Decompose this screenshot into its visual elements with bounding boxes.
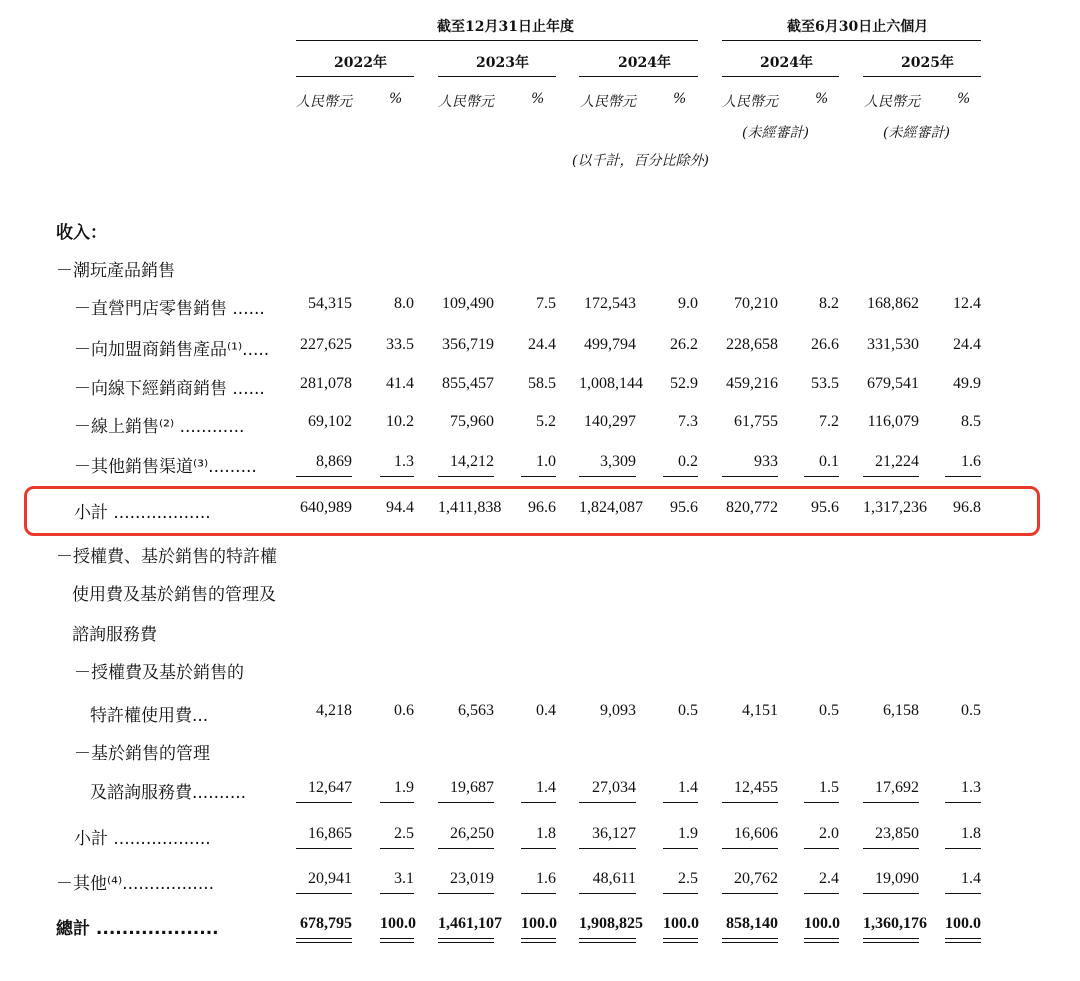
row-label: 及諮詢服務費.......... — [90, 783, 247, 803]
cell-amount: 75,960 — [450, 413, 494, 430]
cell-percent: 49.9 — [953, 375, 981, 392]
cell-percent: 12.4 — [953, 295, 981, 312]
cell-amount: 16,606 — [734, 825, 778, 842]
cell-percent: 94.4 — [386, 499, 414, 516]
cell-amount: 858,140 — [726, 915, 778, 932]
cell-amount: 70,210 — [734, 295, 778, 312]
row-label: －其他⁽⁴⁾................. — [56, 874, 215, 894]
cell-amount: 17,692 — [875, 779, 919, 796]
cell-underline — [722, 938, 778, 939]
cell-percent: 96.6 — [528, 499, 556, 516]
cell-underline — [521, 802, 556, 803]
cell-amount: 4,151 — [742, 702, 778, 719]
cell-amount: 933 — [754, 453, 778, 470]
cell-underline — [945, 476, 981, 477]
cell-amount: 61,755 — [734, 413, 778, 430]
cell-percent: 1.0 — [536, 453, 556, 470]
cell-percent: 100.0 — [380, 915, 416, 932]
cell-amount: 19,687 — [450, 779, 494, 796]
header-year-rule — [438, 76, 556, 77]
cell-underline — [663, 802, 698, 803]
cell-percent: 0.1 — [819, 453, 839, 470]
row-label: 諮詢服務費 — [72, 625, 157, 645]
cell-percent: 33.5 — [386, 336, 414, 353]
cell-underline-double — [863, 942, 919, 943]
row-label: －授權費及基於銷售的 — [74, 663, 244, 683]
cell-underline — [579, 476, 636, 477]
row-label: 使用費及基於銷售的管理及 — [72, 585, 276, 605]
row-label: －線上銷售⁽²⁾ ............ — [74, 417, 245, 437]
cell-percent: 8.0 — [394, 295, 414, 312]
cell-underline — [438, 848, 494, 849]
unit-pct: % — [957, 91, 971, 107]
cell-amount: 116,079 — [867, 413, 919, 430]
header-year-rule — [296, 76, 414, 77]
cell-amount: 20,941 — [308, 870, 352, 887]
cell-percent: 2.4 — [819, 870, 839, 887]
cell-underline — [863, 893, 919, 894]
cell-underline-double — [722, 942, 778, 943]
cell-percent: 26.2 — [670, 336, 698, 353]
header-year: 2024年 — [760, 55, 813, 71]
cell-underline — [579, 893, 636, 894]
cell-percent: 10.2 — [386, 413, 414, 430]
cell-underline — [945, 893, 981, 894]
cell-percent: 1.8 — [961, 825, 981, 842]
cell-percent: 100.0 — [663, 915, 699, 932]
cell-amount: 140,297 — [584, 413, 636, 430]
cell-percent: 0.2 — [678, 453, 698, 470]
cell-percent: 0.5 — [678, 702, 698, 719]
cell-percent: 7.2 — [819, 413, 839, 430]
cell-amount: 331,530 — [867, 336, 919, 353]
cell-percent: 1.4 — [536, 779, 556, 796]
cell-underline — [804, 802, 839, 803]
cell-underline-double — [945, 942, 981, 943]
row-label: 小計 .................. — [74, 829, 211, 849]
cell-underline — [722, 848, 778, 849]
header-year: 2023年 — [476, 55, 529, 71]
cell-underline — [380, 893, 414, 894]
header-group-annual: 截至12月31日止年度 — [437, 19, 574, 35]
cell-underline — [945, 938, 981, 939]
cell-underline — [863, 802, 919, 803]
cell-percent: 7.5 — [536, 295, 556, 312]
cell-percent: 53.5 — [811, 375, 839, 392]
cell-amount: 227,625 — [300, 336, 352, 353]
thousands-note: (以千計，百分比除外) — [572, 153, 709, 169]
cell-percent: 3.1 — [394, 870, 414, 887]
header-year: 2024年 — [618, 55, 671, 71]
cell-percent: 1.9 — [394, 779, 414, 796]
cell-percent: 9.0 — [678, 295, 698, 312]
cell-amount: 12,455 — [734, 779, 778, 796]
unit-rmb: 人民幣元 — [864, 94, 920, 110]
subtotal-highlight — [24, 486, 1040, 536]
unit-pct: % — [673, 91, 687, 107]
cell-amount: 26,250 — [450, 825, 494, 842]
cell-underline — [945, 802, 981, 803]
cell-underline — [380, 848, 414, 849]
cell-underline — [804, 938, 839, 939]
row-label: 收入： — [56, 223, 107, 243]
cell-percent: 8.2 — [819, 295, 839, 312]
unit-pct: % — [815, 91, 829, 107]
cell-amount: 12,647 — [308, 779, 352, 796]
cell-amount: 109,490 — [442, 295, 494, 312]
cell-amount: 21,224 — [875, 453, 919, 470]
cell-underline — [579, 938, 636, 939]
unit-pct: % — [531, 91, 545, 107]
cell-underline — [804, 893, 839, 894]
cell-underline-double — [521, 942, 556, 943]
cell-percent: 0.6 — [394, 702, 414, 719]
header-year: 2022年 — [334, 55, 387, 71]
cell-percent: 95.6 — [811, 499, 839, 516]
cell-amount: 679,541 — [867, 375, 919, 392]
cell-amount: 1,411,838 — [438, 499, 502, 516]
cell-underline — [579, 848, 636, 849]
cell-percent: 58.5 — [528, 375, 556, 392]
cell-amount: 23,850 — [875, 825, 919, 842]
cell-amount: 69,102 — [308, 413, 352, 430]
cell-amount: 36,127 — [592, 825, 636, 842]
cell-underline — [380, 938, 414, 939]
cell-amount: 54,315 — [308, 295, 352, 312]
cell-amount: 1,008,144 — [579, 375, 643, 392]
cell-amount: 855,457 — [442, 375, 494, 392]
cell-underline — [804, 848, 839, 849]
cell-amount: 20,762 — [734, 870, 778, 887]
cell-percent: 100.0 — [945, 915, 981, 932]
row-label: －潮玩產品銷售 — [56, 261, 175, 281]
cell-underline — [296, 476, 352, 477]
cell-underline-double — [579, 942, 636, 943]
cell-percent: 1.6 — [536, 870, 556, 887]
header-group-annual-rule — [296, 40, 698, 41]
cell-amount: 9,093 — [600, 702, 636, 719]
cell-percent: 1.3 — [961, 779, 981, 796]
cell-percent: 26.6 — [811, 336, 839, 353]
cell-amount: 1,824,087 — [579, 499, 643, 516]
header-year-rule — [579, 76, 698, 77]
cell-underline — [663, 893, 698, 894]
cell-amount: 356,719 — [442, 336, 494, 353]
cell-underline — [722, 802, 778, 803]
row-label: 特許權使用費... — [90, 706, 209, 726]
unit-pct: % — [389, 91, 403, 107]
row-label: －向線下經銷商銷售 ...... — [74, 379, 265, 399]
cell-amount: 1,317,236 — [863, 499, 927, 516]
unit-rmb: 人民幣元 — [580, 94, 636, 110]
unaudited-note: (未經審計) — [742, 125, 809, 141]
cell-underline — [521, 848, 556, 849]
cell-underline — [722, 476, 778, 477]
cell-amount: 168,862 — [867, 295, 919, 312]
cell-amount: 8,869 — [316, 453, 352, 470]
cell-amount: 19,090 — [875, 870, 919, 887]
cell-underline — [438, 476, 494, 477]
cell-underline — [722, 893, 778, 894]
cell-amount: 4,218 — [316, 702, 352, 719]
cell-underline — [521, 476, 556, 477]
cell-amount: 172,543 — [584, 295, 636, 312]
cell-underline — [579, 802, 636, 803]
row-label: －授權費、基於銷售的特許權 — [56, 547, 277, 567]
cell-percent: 100.0 — [804, 915, 840, 932]
cell-amount: 16,865 — [308, 825, 352, 842]
cell-amount: 1,360,176 — [863, 915, 927, 932]
unaudited-note: (未經審計) — [883, 125, 950, 141]
cell-underline — [863, 848, 919, 849]
cell-amount: 6,158 — [883, 702, 919, 719]
cell-underline — [438, 938, 494, 939]
cell-amount: 459,216 — [726, 375, 778, 392]
cell-underline — [438, 893, 494, 894]
cell-percent: 1.5 — [819, 779, 839, 796]
unit-rmb: 人民幣元 — [438, 94, 494, 110]
unit-rmb: 人民幣元 — [722, 94, 778, 110]
cell-underline — [663, 848, 698, 849]
cell-underline — [663, 476, 698, 477]
cell-amount: 228,658 — [726, 336, 778, 353]
cell-percent: 2.0 — [819, 825, 839, 842]
cell-percent: 2.5 — [678, 870, 698, 887]
cell-amount: 3,309 — [600, 453, 636, 470]
cell-underline — [438, 802, 494, 803]
cell-percent: 41.4 — [386, 375, 414, 392]
cell-underline — [521, 938, 556, 939]
cell-percent: 1.4 — [678, 779, 698, 796]
cell-amount: 499,794 — [584, 336, 636, 353]
cell-percent: 1.9 — [678, 825, 698, 842]
cell-underline — [296, 848, 352, 849]
header-year-rule — [863, 76, 981, 77]
cell-percent: 0.5 — [819, 702, 839, 719]
row-label: －其他銷售渠道⁽³⁾......... — [74, 457, 257, 477]
cell-percent: 7.3 — [678, 413, 698, 430]
cell-percent: 52.9 — [670, 375, 698, 392]
cell-percent: 5.2 — [536, 413, 556, 430]
header-group-halfyear: 截至6月30日止六個月 — [787, 19, 929, 35]
cell-underline — [863, 938, 919, 939]
cell-underline-double — [380, 942, 414, 943]
cell-underline — [296, 802, 352, 803]
header-year: 2025年 — [901, 55, 954, 71]
cell-amount: 678,795 — [300, 915, 352, 932]
row-label: 小計 .................. — [74, 503, 211, 523]
row-label: －向加盟商銷售產品⁽¹⁾..... — [74, 340, 270, 360]
cell-underline — [380, 802, 414, 803]
cell-underline — [296, 938, 352, 939]
row-label: －直營門店零售銷售 ...... — [74, 299, 265, 319]
cell-underline — [663, 938, 698, 939]
cell-underline — [380, 476, 414, 477]
cell-underline — [804, 476, 839, 477]
cell-amount: 48,611 — [592, 870, 636, 887]
cell-underline-double — [296, 942, 352, 943]
unit-rmb: 人民幣元 — [296, 94, 352, 110]
row-label: －基於銷售的管理 — [74, 744, 210, 764]
cell-percent: 1.3 — [394, 453, 414, 470]
cell-underline-double — [663, 942, 698, 943]
header-year-rule — [722, 76, 839, 77]
cell-percent: 24.4 — [528, 336, 556, 353]
cell-amount: 281,078 — [300, 375, 352, 392]
cell-amount: 1,461,107 — [438, 915, 502, 932]
cell-percent: 100.0 — [521, 915, 557, 932]
cell-amount: 23,019 — [450, 870, 494, 887]
cell-percent: 95.6 — [670, 499, 698, 516]
cell-amount: 6,563 — [458, 702, 494, 719]
cell-percent: 8.5 — [961, 413, 981, 430]
cell-percent: 0.5 — [961, 702, 981, 719]
cell-underline — [945, 848, 981, 849]
cell-amount: 820,772 — [726, 499, 778, 516]
cell-underline — [521, 893, 556, 894]
cell-percent: 0.4 — [536, 702, 556, 719]
cell-percent: 1.4 — [961, 870, 981, 887]
cell-percent: 24.4 — [953, 336, 981, 353]
cell-amount: 14,212 — [450, 453, 494, 470]
cell-percent: 2.5 — [394, 825, 414, 842]
cell-percent: 96.8 — [953, 499, 981, 516]
cell-underline-double — [804, 942, 839, 943]
cell-underline-double — [438, 942, 494, 943]
header-group-halfyear-rule — [722, 40, 981, 41]
cell-amount: 27,034 — [592, 779, 636, 796]
cell-percent: 1.6 — [961, 453, 981, 470]
cell-amount: 640,989 — [300, 499, 352, 516]
cell-underline — [863, 476, 919, 477]
cell-percent: 1.8 — [536, 825, 556, 842]
cell-amount: 1,908,825 — [579, 915, 643, 932]
cell-underline — [296, 893, 352, 894]
row-label: 總計 ................... — [56, 919, 219, 939]
